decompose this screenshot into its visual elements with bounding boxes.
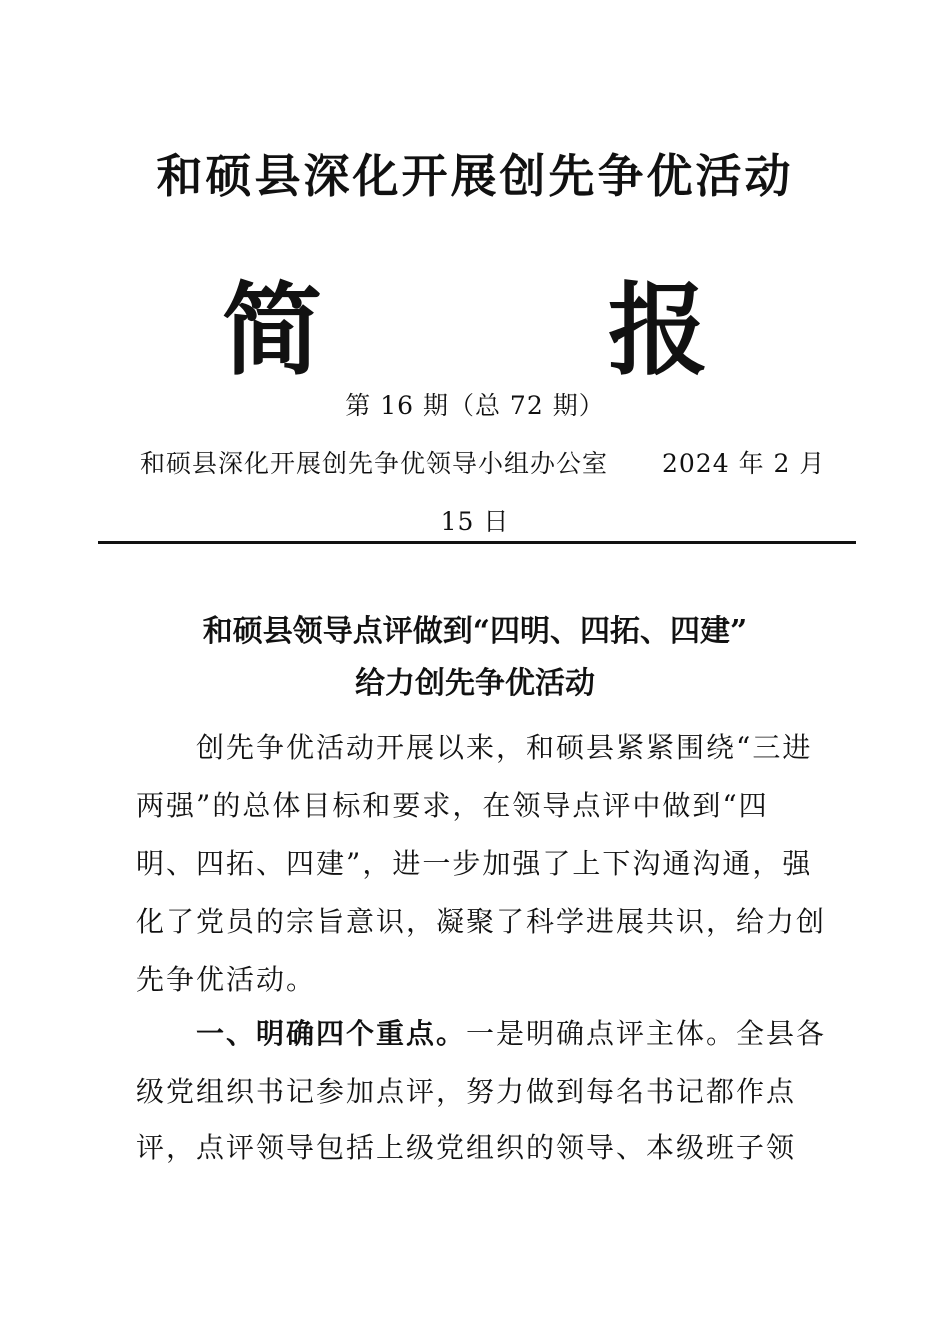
body-line: 评，点评领导包括上级党组织的领导、本级班子领 (136, 1131, 797, 1164)
section-one-text: 一是明确点评主体。全县各 (466, 1017, 827, 1050)
article-title-line-1: 和硕县领导点评做到“四明、四拓、四建” (202, 614, 748, 649)
body-line: 级党组织书记参加点评，努力做到每名书记都作点 (136, 1075, 797, 1108)
body-line: 明、四拓、四建”，进一步加强了上下沟通沟通，强 (136, 847, 813, 880)
article-title-line-2: 给力创先争优活动 (355, 666, 595, 701)
header-divider (98, 541, 856, 544)
issue-number: 第 16 期（总 72 期） (345, 391, 605, 420)
body-line: 先争优活动。 (136, 963, 317, 996)
body-line: 创先争优活动开展以来，和硕县紧紧围绕“三进 (136, 731, 813, 764)
bulletin-header-title: 和硕县深化开展创先争优活动 (156, 149, 794, 203)
article-title (0, 606, 950, 710)
issuing-office: 和硕县深化开展创先争优领导小组办公室 (140, 449, 609, 478)
issue-date: 2024 年 2 月 (662, 449, 826, 478)
body-line: 化了党员的宗旨意识，凝聚了科学进展共识，给力创 (136, 905, 827, 938)
masthead-char-bao: 报 (608, 272, 708, 389)
masthead-char-jian: 简 (222, 272, 322, 389)
section-one-heading: 一、明确四个重点。 (136, 1017, 467, 1050)
issue-date-day: 15 日 (440, 507, 510, 536)
section-one-first-line (136, 1012, 826, 1052)
body-line: 两强”的总体目标和要求，在领导点评中做到“四 (136, 789, 769, 822)
